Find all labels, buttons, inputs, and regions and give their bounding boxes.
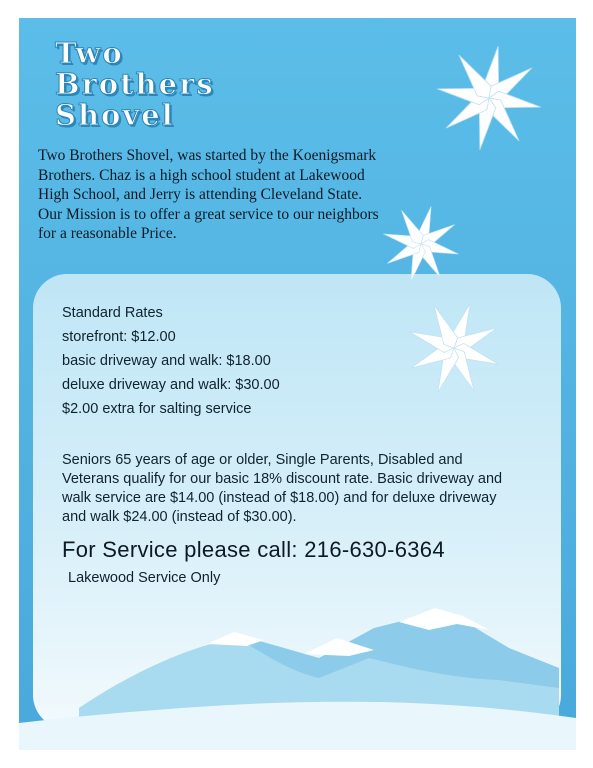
mountain-illustration <box>19 608 576 750</box>
rate-item: deluxe driveway and walk: $30.00 <box>62 377 280 393</box>
title-line-1: Two <box>55 36 124 70</box>
rate-item: basic driveway and walk: $18.00 <box>62 353 271 369</box>
snowflake-icon <box>428 37 550 159</box>
rates-heading: Standard Rates <box>62 305 163 321</box>
title-line-2: Brothers <box>55 67 215 101</box>
rate-item: storefront: $12.00 <box>62 329 176 345</box>
discount-paragraph: Seniors 65 years of age or older, Single Parents, Disabled and Veterans qualify for our basic 18% discount rate. Basic driveway and walk service are $14.00 (instead of $18.00) and for deluxe driveway and walk $24.00 (instead of $30.00). <box>62 452 503 525</box>
snowflake-icon <box>373 196 469 292</box>
rate-item: $2.00 extra for salting service <box>62 401 252 417</box>
title-line-3: Shovel <box>55 98 175 132</box>
standard-rates <box>62 301 482 421</box>
intro-paragraph: Two Brothers Shovel, was started by the Koenigsmark Brothers. Chaz is a high school student at Lakewood High School, and Jerry is attending Cleveland State. Our Mission is to offer a great service to our neighbors for a reasonable Price. <box>38 147 379 242</box>
service-area: Lakewood Service Only <box>68 570 221 586</box>
flyer <box>19 18 576 750</box>
service-phone: For Service please call: 216-630-6364 <box>62 537 445 562</box>
